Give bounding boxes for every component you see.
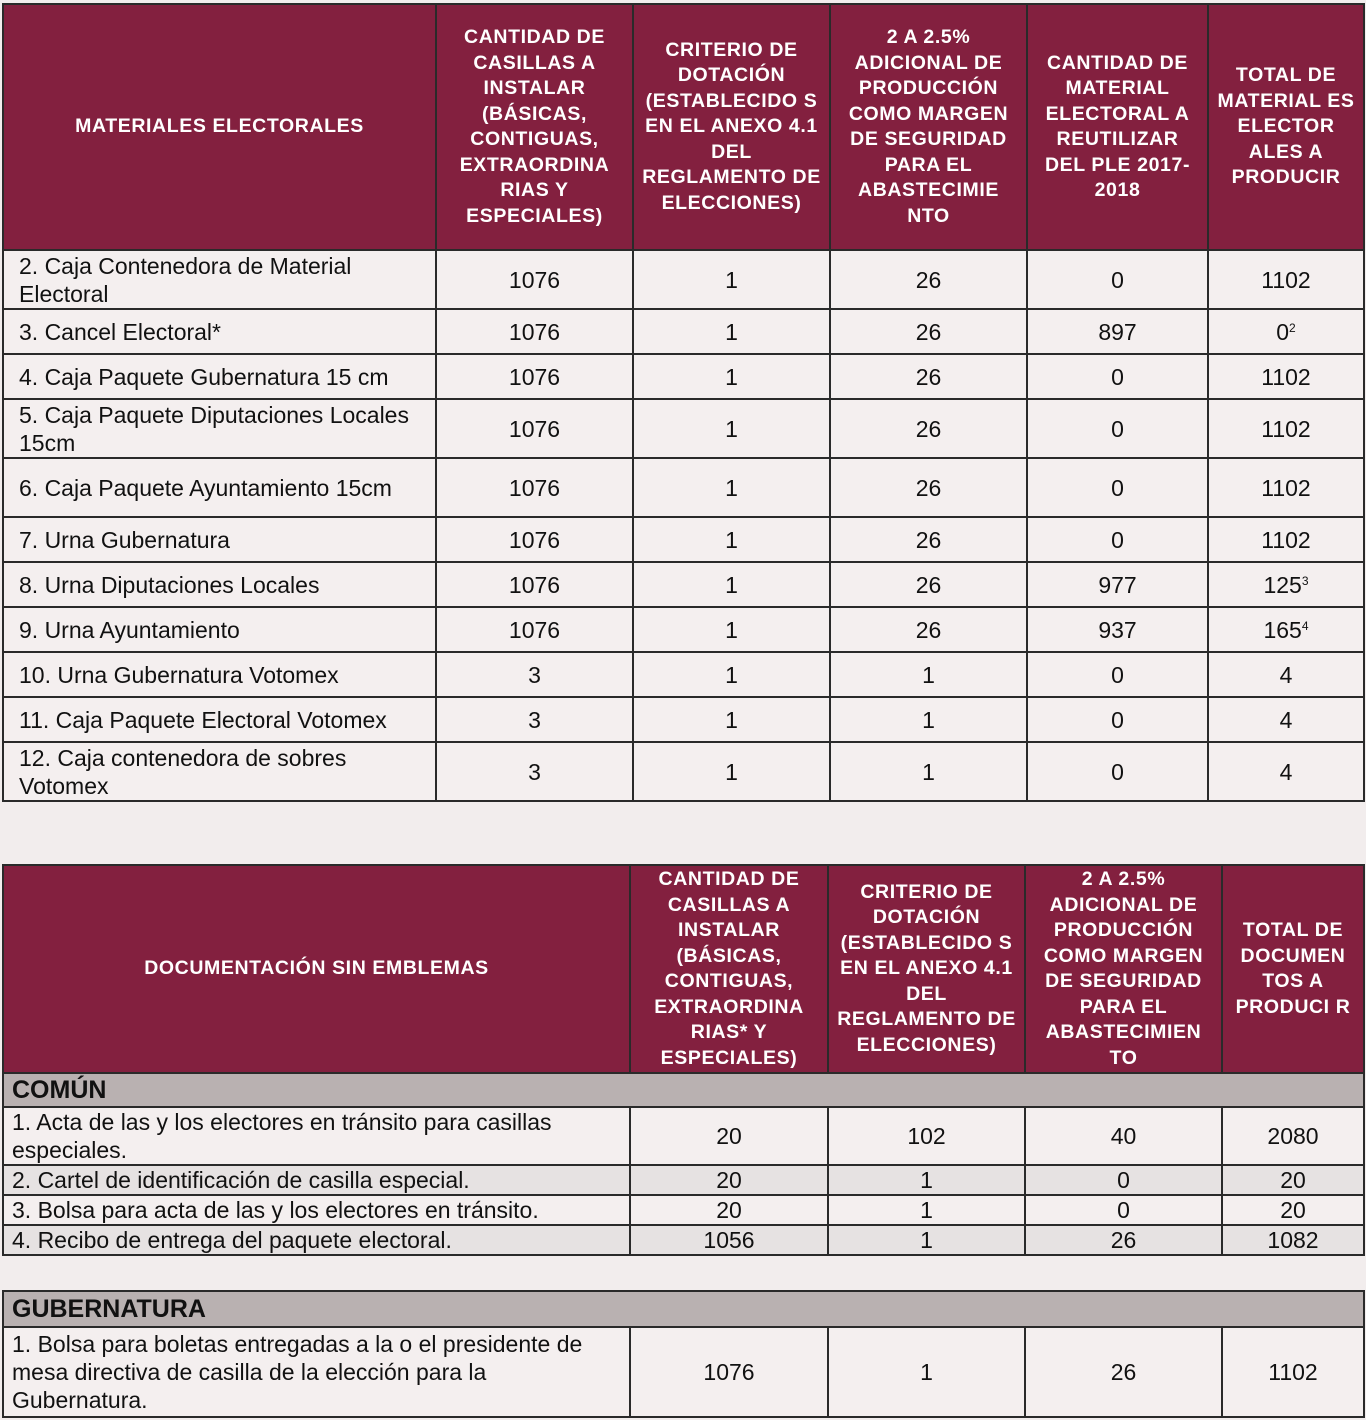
material-name: 11. Caja Paquete Electoral Votomex: [3, 697, 436, 742]
adicional-value: 40: [1025, 1107, 1222, 1165]
casillas-value: 20: [630, 1195, 828, 1225]
material-name: 8. Urna Diputaciones Locales: [3, 562, 436, 607]
table-row: [3, 652, 1364, 697]
material-name: 6. Caja Paquete Ayuntamiento 15cm: [3, 458, 436, 517]
document-name: 1. Bolsa para boletas entregadas a la o el presidente de mesa directiva de casilla de la elección para la Gubernatura.: [3, 1327, 630, 1417]
section-row-comun: [3, 1073, 1364, 1107]
casillas-value: 1076: [436, 250, 633, 309]
header-adicional-produccion: 2 A 2.5% ADICIONAL DE PRODUCCIÓN COMO MARGEN DE SEGURIDAD PARA EL ABASTECIMIEN TO: [1025, 865, 1222, 1073]
reutilizar-value: 0: [1027, 652, 1208, 697]
table-row: [3, 517, 1364, 562]
footnote-ref: 3: [1301, 573, 1309, 588]
reutilizar-value: 0: [1027, 697, 1208, 742]
total-value: 1102: [1208, 250, 1364, 309]
criterio-value: 1: [828, 1165, 1025, 1195]
casillas-value: 20: [630, 1165, 828, 1195]
criterio-value: 1: [633, 562, 830, 607]
criterio-value: 1: [633, 399, 830, 458]
header-cantidad-casillas: CANTIDAD DE CASILLAS A INSTALAR (BÁSICAS, CONTIGUAS, EXTRAORDINA RIAS Y ESPECIALES): [436, 4, 633, 250]
header-documentacion: DOCUMENTACIÓN SIN EMBLEMAS: [3, 865, 630, 1073]
documents-header-row: [3, 865, 1364, 1073]
total-value: 20: [1222, 1165, 1364, 1195]
total-value: 1102: [1208, 399, 1364, 458]
criterio-value: 1: [633, 697, 830, 742]
criterio-value: 1: [633, 742, 830, 801]
casillas-value: 1056: [630, 1225, 828, 1255]
material-name: 3. Cancel Electoral*: [3, 309, 436, 354]
material-name: 9. Urna Ayuntamiento: [3, 607, 436, 652]
adicional-value: 26: [1025, 1327, 1222, 1417]
table-row: [3, 354, 1364, 399]
total-value: [1208, 562, 1364, 607]
total-value: [1208, 309, 1364, 354]
casillas-value: 3: [436, 652, 633, 697]
section-title-gubernatura: GUBERNATURA: [3, 1291, 1364, 1327]
adicional-value: 26: [830, 517, 1027, 562]
header-adicional-produccion: 2 A 2.5% ADICIONAL DE PRODUCCIÓN COMO MARGEN DE SEGURIDAD PARA EL ABASTECIMIE NTO: [830, 4, 1027, 250]
adicional-value: 26: [830, 458, 1027, 517]
header-material-reutilizar: CANTIDAD DE MATERIAL ELECTORAL A REUTILIZAR DEL PLE 2017-2018: [1027, 4, 1208, 250]
table-row: [3, 562, 1364, 607]
table-row: [3, 697, 1364, 742]
criterio-value: 1: [828, 1195, 1025, 1225]
material-name: 7. Urna Gubernatura: [3, 517, 436, 562]
table-row: [3, 1107, 1364, 1165]
adicional-value: 0: [1025, 1195, 1222, 1225]
casillas-value: 1076: [436, 399, 633, 458]
casillas-value: 1076: [630, 1327, 828, 1417]
header-cantidad-casillas: CANTIDAD DE CASILLAS A INSTALAR (BÁSICAS, CONTIGUAS, EXTRAORDINA RIAS* Y ESPECIALES): [630, 865, 828, 1073]
table-row: [3, 1225, 1364, 1255]
material-name: 10. Urna Gubernatura Votomex: [3, 652, 436, 697]
gubernatura-table: [2, 1290, 1365, 1418]
header-criterio-dotacion: CRITERIO DE DOTACIÓN (ESTABLECIDO S EN EL ANEXO 4.1 DEL REGLAMENTO DE ELECCIONES): [828, 865, 1025, 1073]
material-name: 2. Caja Contenedora de Material Electoral: [3, 250, 436, 309]
footnote-ref: 2: [1289, 320, 1296, 335]
total-number: 165: [1263, 616, 1302, 643]
material-name: 5. Caja Paquete Diputaciones Locales 15cm: [3, 399, 436, 458]
casillas-value: 1076: [436, 354, 633, 399]
criterio-value: 1: [633, 458, 830, 517]
casillas-value: 1076: [436, 309, 633, 354]
reutilizar-value: 0: [1027, 399, 1208, 458]
adicional-value: 26: [830, 562, 1027, 607]
criterio-value: 1: [633, 607, 830, 652]
criterio-value: 1: [633, 354, 830, 399]
adicional-value: 26: [830, 354, 1027, 399]
total-number: 125: [1263, 571, 1302, 598]
material-name: 12. Caja contenedora de sobres Votomex: [3, 742, 436, 801]
materials-table: [2, 3, 1365, 802]
criterio-value: 1: [633, 309, 830, 354]
adicional-value: 0: [1025, 1165, 1222, 1195]
total-value: 4: [1208, 742, 1364, 801]
criterio-value: 1: [828, 1225, 1025, 1255]
casillas-value: 3: [436, 697, 633, 742]
table-row: [3, 250, 1364, 309]
reutilizar-value: 0: [1027, 458, 1208, 517]
footnote-ref: 4: [1301, 618, 1309, 633]
casillas-value: 1076: [436, 458, 633, 517]
reutilizar-value: 977: [1027, 562, 1208, 607]
total-value: 1102: [1222, 1327, 1364, 1417]
adicional-value: 1: [830, 652, 1027, 697]
total-value: 1102: [1208, 517, 1364, 562]
adicional-value: 26: [830, 309, 1027, 354]
reutilizar-value: 0: [1027, 354, 1208, 399]
total-value: 1102: [1208, 354, 1364, 399]
section-title-comun: COMÚN: [3, 1073, 1364, 1107]
casillas-value: 1076: [436, 517, 633, 562]
criterio-value: 1: [828, 1327, 1025, 1417]
header-total-materiales: TOTAL DE MATERIAL ES ELECTOR ALES A PRODUCIR: [1208, 4, 1364, 250]
table-row: [3, 1165, 1364, 1195]
table-row: [3, 742, 1364, 801]
adicional-value: 1: [830, 742, 1027, 801]
reutilizar-value: 0: [1027, 250, 1208, 309]
total-value: 4: [1208, 652, 1364, 697]
reutilizar-value: 0: [1027, 517, 1208, 562]
criterio-value: 1: [633, 517, 830, 562]
document-name: 4. Recibo de entrega del paquete electoral.: [3, 1225, 630, 1255]
section-row-gubernatura: [3, 1291, 1364, 1327]
criterio-value: 1: [633, 652, 830, 697]
casillas-value: 1076: [436, 607, 633, 652]
table-row: [3, 1195, 1364, 1225]
material-name: 4. Caja Paquete Gubernatura 15 cm: [3, 354, 436, 399]
reutilizar-value: 897: [1027, 309, 1208, 354]
total-value: 20: [1222, 1195, 1364, 1225]
casillas-value: 3: [436, 742, 633, 801]
header-total-documentos: TOTAL DE DOCUMEN TOS A PRODUCI R: [1222, 865, 1364, 1073]
criterio-value: 1: [633, 250, 830, 309]
header-materiales: MATERIALES ELECTORALES: [3, 4, 436, 250]
reutilizar-value: 937: [1027, 607, 1208, 652]
header-criterio-dotacion: CRITERIO DE DOTACIÓN (ESTABLECIDO S EN EL ANEXO 4.1 DEL REGLAMENTO DE ELECCIONES): [633, 4, 830, 250]
adicional-value: 26: [830, 399, 1027, 458]
table-row: [3, 458, 1364, 517]
materials-header-row: [3, 4, 1364, 250]
document-name: 1. Acta de las y los electores en tránsito para casillas especiales.: [3, 1107, 630, 1165]
table-row: [3, 1327, 1364, 1417]
total-value: 1082: [1222, 1225, 1364, 1255]
adicional-value: 26: [830, 250, 1027, 309]
reutilizar-value: 0: [1027, 742, 1208, 801]
total-value: 4: [1208, 697, 1364, 742]
adicional-value: 26: [1025, 1225, 1222, 1255]
casillas-value: 1076: [436, 562, 633, 607]
table-row: [3, 607, 1364, 652]
documents-table: [2, 864, 1365, 1256]
table-row: [3, 309, 1364, 354]
total-value: [1208, 607, 1364, 652]
casillas-value: 20: [630, 1107, 828, 1165]
document-name: 2. Cartel de identificación de casilla especial.: [3, 1165, 630, 1195]
adicional-value: 26: [830, 607, 1027, 652]
total-value: 1102: [1208, 458, 1364, 517]
adicional-value: 1: [830, 697, 1027, 742]
criterio-value: 102: [828, 1107, 1025, 1165]
total-value: 2080: [1222, 1107, 1364, 1165]
document-name: 3. Bolsa para acta de las y los electores en tránsito.: [3, 1195, 630, 1225]
total-number: 0: [1276, 318, 1290, 345]
table-row: [3, 399, 1364, 458]
